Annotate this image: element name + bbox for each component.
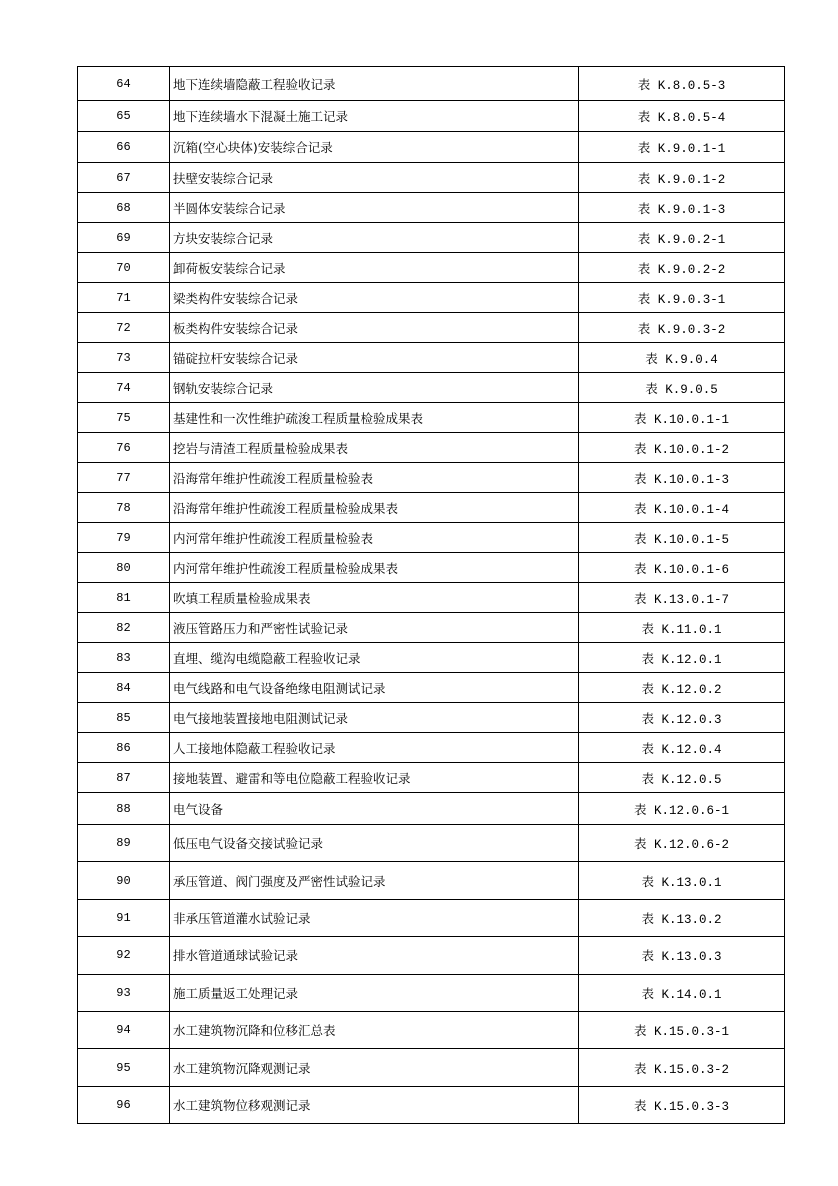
row-number: 75 [78,403,170,433]
row-number: 64 [78,67,170,101]
record-name: 扶壁安装综合记录 [170,163,579,193]
row-number: 84 [78,673,170,703]
row-number: 88 [78,793,170,825]
table-code: 表 K.11.0.1 [579,613,785,643]
record-index-table [77,66,785,1124]
row-number: 90 [78,862,170,899]
table-row [78,937,785,974]
table-code: 表 K.13.0.2 [579,899,785,936]
table-row [78,733,785,763]
row-number: 96 [78,1086,170,1123]
record-name: 板类构件安装综合记录 [170,313,579,343]
row-number: 82 [78,613,170,643]
record-name: 沿海常年维护性疏浚工程质量检验表 [170,463,579,493]
record-name: 电气接地装置接地电阻测试记录 [170,703,579,733]
table-code: 表 K.9.0.4 [579,343,785,373]
table-code: 表 K.15.0.3-1 [579,1011,785,1048]
record-name: 内河常年维护性疏浚工程质量检验成果表 [170,553,579,583]
table-row [78,403,785,433]
record-name: 卸荷板安装综合记录 [170,253,579,283]
table-code: 表 K.12.0.6-2 [579,825,785,862]
table-code: 表 K.9.0.2-2 [579,253,785,283]
row-number: 87 [78,763,170,793]
row-number: 68 [78,193,170,223]
record-name: 半圆体安装综合记录 [170,193,579,223]
table-row [78,553,785,583]
table-row [78,373,785,403]
table-code: 表 K.12.0.6-1 [579,793,785,825]
table-row [78,67,785,101]
row-number: 71 [78,283,170,313]
table-code: 表 K.10.0.1-5 [579,523,785,553]
record-name: 方块安装综合记录 [170,223,579,253]
table-row [78,223,785,253]
table-row [78,673,785,703]
table-row [78,643,785,673]
table-row [78,974,785,1011]
table-code: 表 K.12.0.3 [579,703,785,733]
table-row [78,899,785,936]
table-row [78,862,785,899]
table-row [78,763,785,793]
record-name: 内河常年维护性疏浚工程质量检验表 [170,523,579,553]
table-row [78,193,785,223]
table-code: 表 K.10.0.1-4 [579,493,785,523]
table-row [78,523,785,553]
row-number: 81 [78,583,170,613]
record-name: 地下连续墙隐蔽工程验收记录 [170,67,579,101]
table-row [78,1049,785,1086]
record-name: 人工接地体隐蔽工程验收记录 [170,733,579,763]
row-number: 94 [78,1011,170,1048]
row-number: 65 [78,101,170,132]
table-row [78,313,785,343]
record-name: 基建性和一次性维护疏浚工程质量检验成果表 [170,403,579,433]
record-name: 水工建筑物沉降和位移汇总表 [170,1011,579,1048]
row-number: 72 [78,313,170,343]
record-name: 钢轨安装综合记录 [170,373,579,403]
table-code: 表 K.13.0.1-7 [579,583,785,613]
row-number: 76 [78,433,170,463]
table-code: 表 K.9.0.5 [579,373,785,403]
record-name: 承压管道、阀门强度及严密性试验记录 [170,862,579,899]
row-number: 79 [78,523,170,553]
record-name: 锚碇拉杆安装综合记录 [170,343,579,373]
row-number: 74 [78,373,170,403]
table-code: 表 K.14.0.1 [579,974,785,1011]
record-name: 电气设备 [170,793,579,825]
table-row [78,493,785,523]
table-row [78,793,785,825]
table-code: 表 K.10.0.1-6 [579,553,785,583]
table-code: 表 K.12.0.1 [579,643,785,673]
table-code: 表 K.12.0.4 [579,733,785,763]
table-code: 表 K.9.0.3-1 [579,283,785,313]
row-number: 95 [78,1049,170,1086]
table-code: 表 K.9.0.2-1 [579,223,785,253]
record-name: 沿海常年维护性疏浚工程质量检验成果表 [170,493,579,523]
table-row [78,583,785,613]
table-code: 表 K.10.0.1-3 [579,463,785,493]
row-number: 69 [78,223,170,253]
table-row [78,253,785,283]
table-code: 表 K.12.0.2 [579,673,785,703]
table-row [78,433,785,463]
row-number: 78 [78,493,170,523]
row-number: 66 [78,132,170,163]
table-code: 表 K.13.0.1 [579,862,785,899]
table-code: 表 K.8.0.5-4 [579,101,785,132]
record-name: 直埋、缆沟电缆隐蔽工程验收记录 [170,643,579,673]
record-name: 液压管路压力和严密性试验记录 [170,613,579,643]
row-number: 80 [78,553,170,583]
record-name: 吹填工程质量检验成果表 [170,583,579,613]
table-row [78,101,785,132]
row-number: 89 [78,825,170,862]
row-number: 70 [78,253,170,283]
record-name: 接地装置、避雷和等电位隐蔽工程验收记录 [170,763,579,793]
record-name: 水工建筑物沉降观测记录 [170,1049,579,1086]
row-number: 91 [78,899,170,936]
table-row [78,283,785,313]
record-name: 施工质量返工处理记录 [170,974,579,1011]
table-row [78,463,785,493]
row-number: 77 [78,463,170,493]
table-code: 表 K.9.0.1-2 [579,163,785,193]
row-number: 67 [78,163,170,193]
record-name: 非承压管道灌水试验记录 [170,899,579,936]
table-code: 表 K.10.0.1-2 [579,433,785,463]
table-code: 表 K.9.0.1-3 [579,193,785,223]
record-name: 排水管道通球试验记录 [170,937,579,974]
row-number: 83 [78,643,170,673]
table-code: 表 K.13.0.3 [579,937,785,974]
row-number: 92 [78,937,170,974]
table-code: 表 K.8.0.5-3 [579,67,785,101]
table-row [78,703,785,733]
record-name: 电气线路和电气设备绝缘电阻测试记录 [170,673,579,703]
record-name: 低压电气设备交接试验记录 [170,825,579,862]
table-code: 表 K.15.0.3-3 [579,1086,785,1123]
table-row [78,343,785,373]
table-row [78,613,785,643]
table-code: 表 K.9.0.3-2 [579,313,785,343]
record-name: 沉箱(空心块体)安装综合记录 [170,132,579,163]
table-row [78,132,785,163]
table-row [78,1086,785,1123]
table-code: 表 K.12.0.5 [579,763,785,793]
record-name: 挖岩与清渣工程质量检验成果表 [170,433,579,463]
row-number: 93 [78,974,170,1011]
row-number: 73 [78,343,170,373]
table-code: 表 K.9.0.1-1 [579,132,785,163]
table-row [78,825,785,862]
row-number: 85 [78,703,170,733]
row-number: 86 [78,733,170,763]
table-row [78,163,785,193]
record-name: 地下连续墙水下混凝土施工记录 [170,101,579,132]
table-code: 表 K.10.0.1-1 [579,403,785,433]
record-name: 水工建筑物位移观测记录 [170,1086,579,1123]
table-code: 表 K.15.0.3-2 [579,1049,785,1086]
table-row [78,1011,785,1048]
record-name: 梁类构件安装综合记录 [170,283,579,313]
